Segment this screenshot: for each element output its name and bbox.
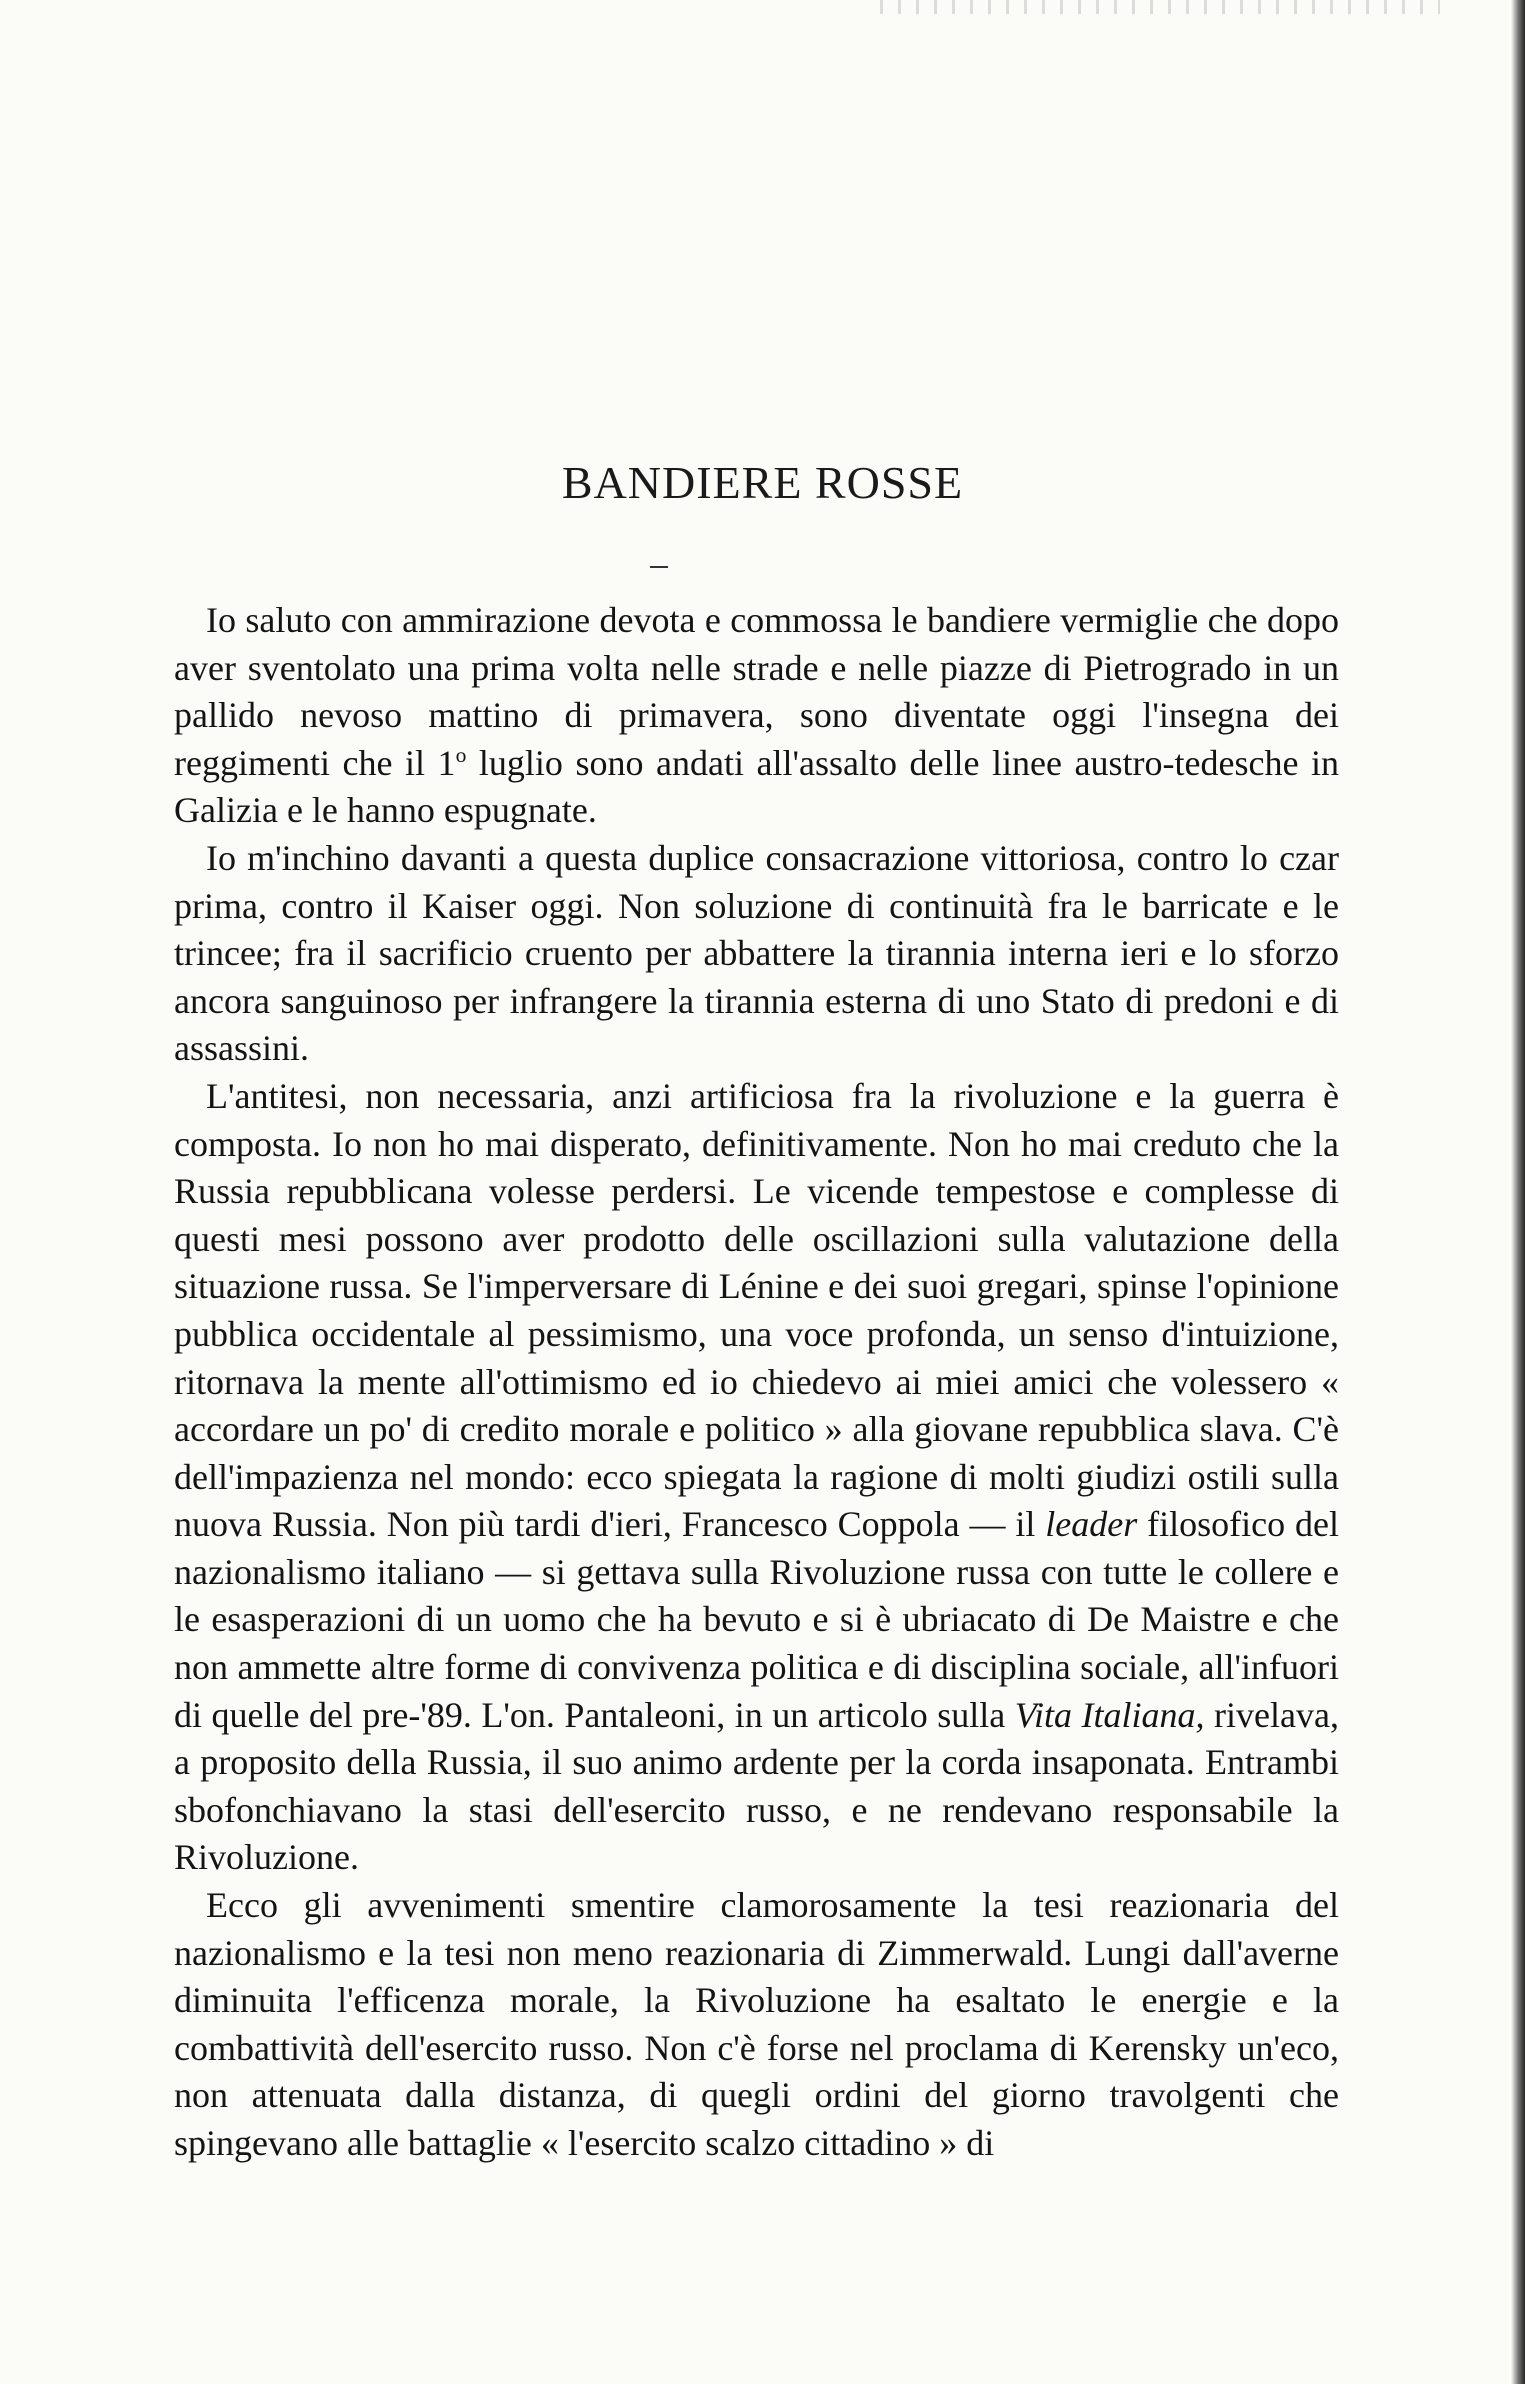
ordinal-marker: o — [455, 742, 467, 767]
paragraph-1-text-b: luglio sono andati all'assalto delle linee austro-tedesche in Galizia e le hanno espugnate. — [174, 742, 1339, 831]
paragraph-3-italic-vita-italiana: Vita Italiana, — [1014, 1694, 1205, 1735]
paragraph-4: Ecco gli avvenimenti smentire clamorosamente la tesi reazionaria del nazionalismo e la tesi non meno reazionaria di Zimmerwald. Lungi dall'averne diminuita l'efficenza morale, la Rivoluzione ha esaltato le energie e la combattività dell'esercito russo. Non c'è forse nel proclama di Kerensky un'eco, non attenuata dalla distanza, di quegli ordini del giorno travolgenti che spingevano alle battaglie « l'esercito scalzo cittadino » di — [174, 1885, 1339, 2163]
paragraph-1-text-a: Io saluto con ammirazione devota e commossa le bandiere vermiglie che dopo aver sventolato una prima volta nelle strade e nelle piazze di Pietrogrado in un pallido nevoso mattino di primavera, sono diventate oggi l'insegna dei reggimenti che il 1 — [174, 600, 1339, 783]
paragraph-2: Io m'inchino davanti a questa duplice consacrazione vittoriosa, contro lo czar prima, contro il Kaiser oggi. Non soluzione di continuità fra le barricate e le trincee; fra il sacrificio cruento per abbattere la tirannia interna ieri e lo sforzo ancora sanguinoso per infrangere la tirannia esterna di uno Stato di predoni e di assassini. — [174, 837, 1339, 1069]
paragraph-3-text-a: L'antitesi, non necessaria, anzi artificiosa fra la rivoluzione e la guerra è composta. Io non ho mai disperato, definitivamente. Non ho mai creduto che la Russia repubblicana volesse perdersi. Le vicende tempestose e complesse di questi mesi possono aver prodotto delle oscillazioni sulla valutazione della situazione russa. Se l'imperversare di Lénine e dei suoi gregari, spinse l'opinione pubblica occidentale al pessimismo, una voce profonda, un senso d'intuizione, ritornava la mente all'ottimismo ed io chiedevo ai miei amici che volessero « accordare un po' di credito morale e politico » alla giovane repubblica slava. C'è dell'impazienza nel mondo: ecco spiegata la ragione di molti giudizi ostili sulla nuova Russia. Non più tardi d'ieri, Francesco Coppola — il — [174, 1075, 1339, 1545]
paragraph-3 — [174, 1073, 1339, 1882]
scan-artifact — [880, 0, 1440, 14]
article-body — [174, 597, 1339, 2168]
title-separator — [650, 566, 668, 568]
paragraph-3-text-c: rivelava, a proposito della Russia, il suo animo ardente per la corda insaponata. Entrambi sbofonchiavano la stasi dell'esercito russo, e ne rendevano responsabile la Rivoluzione. — [174, 1694, 1339, 1878]
page-title: BANDIERE ROSSE — [561, 457, 964, 508]
paragraph-3-italic-leader: leader — [1045, 1504, 1138, 1545]
page-edge-shadow — [1511, 0, 1525, 2384]
paragraph-3-text-b: filosofico del nazionalismo italiano — si gettava sulla Rivoluzione russa con tutte le collere e le esasperazioni di un uomo che ha bevuto e si è ubriacato di De Maistre e che non ammette altre forme di convivenza politica e di disciplina sociale, all'infuori di quelle del pre-'89. L'on. Pantaleoni, in un articolo sulla — [174, 1504, 1339, 1735]
paragraph-1 — [174, 597, 1339, 835]
